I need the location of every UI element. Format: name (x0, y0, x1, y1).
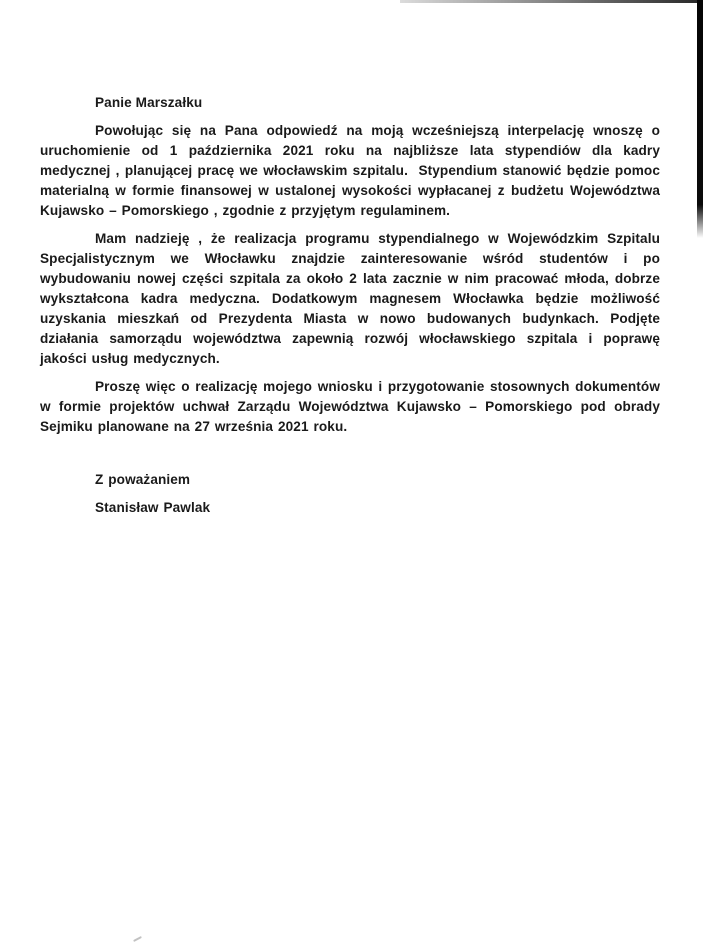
scan-artifact-bottom-speck (133, 936, 142, 942)
scan-artifact-right-edge (697, 0, 703, 238)
signature-name: Stanisław Pawlak (95, 500, 211, 515)
closing-phrase: Z poważaniem (95, 472, 191, 487)
closing-block (40, 470, 660, 518)
scan-artifact-top-edge (400, 0, 703, 3)
paragraph: Powołując się na Pana odpowiedź na moją wcześniejszą interpelację wnoszę o uruchomienie od 1 października 2021 roku na najbliższe lata stypendiów dla kadry medycznej , planującej pracę we włocławskim szpitalu. Stypendium stanowić będzie pomoc materialną w formie finansowej w ustalonej wysokości wypłacanej z budżetu Województwa Kujawsko – Pomorskiego , zgodnie z przyjętym regulaminem. (40, 123, 665, 218)
salutation: Panie Marszałku (95, 95, 203, 110)
letter-body (40, 93, 665, 526)
paragraph: Proszę więc o realizację mojego wniosku i przygotowanie stosownych dokumentów w formie projektów uchwał Zarządu Województwa Kujawsko – Pomorskiego pod obrady Sejmiku planowane na 27 września 2021 roku. (40, 379, 665, 434)
paragraph: Mam nadzieję , że realizacja programu stypendialnego w Wojewódzkim Szpitalu Specjalistycznym we Włocławku znajdzie zainteresowanie wśród studentów i po wybudowaniu nowej części szpitala za około 2 lata zacznie w nim pracować młoda, dobrze wykształcona kadra medyczna. Dodatkowym magnesem Włocławka będzie możliwość uzyskania mieszkań od Prezydenta Miasta w nowo budowanych budynkach. Podjęte działania samorządu województwa zapewnią rozwój włocławskiego szpitala i poprawę jakości usług medycznych. (40, 231, 665, 366)
